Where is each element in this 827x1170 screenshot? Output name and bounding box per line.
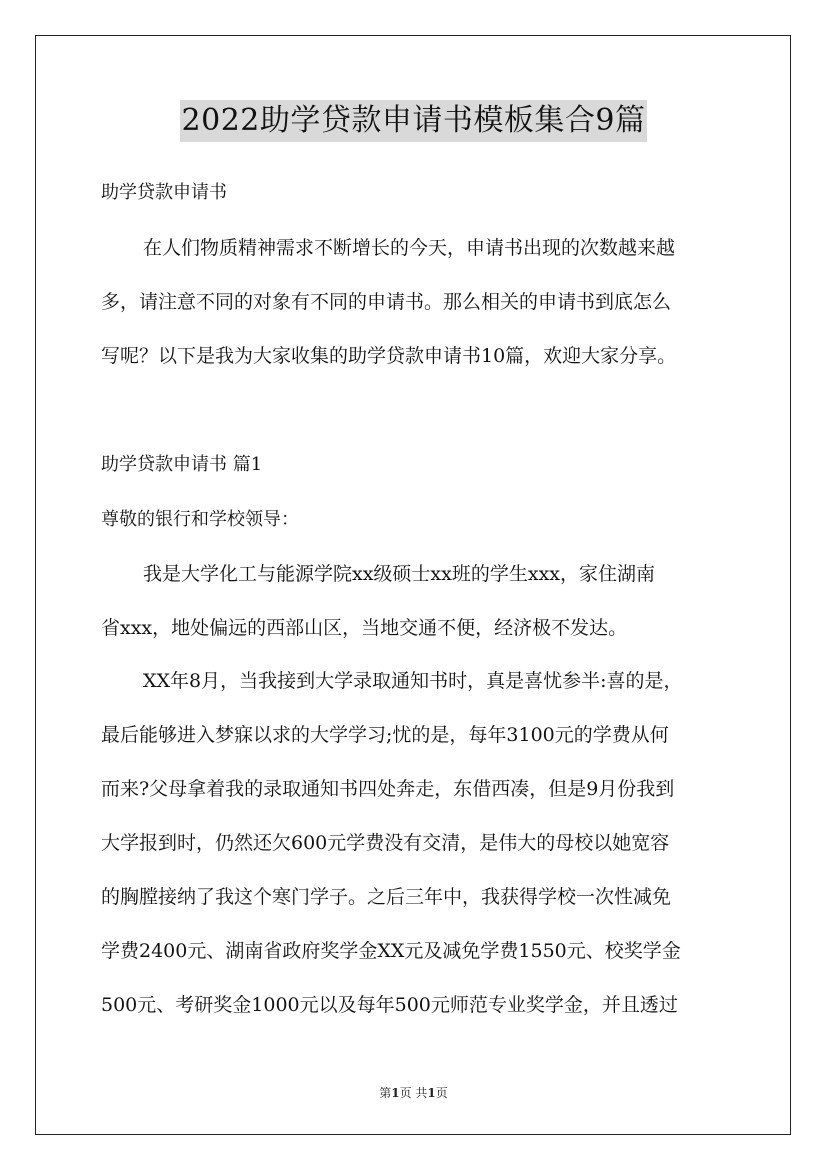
paragraph-line: 而来?父母拿着我的录取通知书四处奔走，东借西凑，但是9月份我到 bbox=[101, 778, 675, 800]
footer-prefix: 第 bbox=[379, 1086, 392, 1100]
paragraph-line: 我是大学化工与能源学院xx级硕士xx班的学生xxx，家住湖南 bbox=[143, 563, 656, 585]
page-footer bbox=[0, 1085, 827, 1101]
paragraph-line: 500元、考研奖金1000元以及每年500元师范专业奖学金，并且透过 bbox=[101, 994, 678, 1016]
paragraph-line: 写呢？以下是我为大家收集的助学贷款申请书10篇，欢迎大家分享。 bbox=[101, 345, 677, 367]
paragraph-line: 省xxx，地处偏远的西部山区，当地交通不便，经济极不发达。 bbox=[101, 617, 628, 639]
paragraph-line: 在人们物质精神需求不断增长的今天，申请书出现的次数越来越 bbox=[143, 237, 676, 259]
document-title: 2022助学贷款申请书模板集合9篇 bbox=[180, 100, 648, 142]
footer-middle: 页 共 bbox=[399, 1086, 428, 1100]
section-heading: 助学贷款申请书 篇1 bbox=[101, 454, 263, 475]
salutation: 尊敬的银行和学校领导： bbox=[101, 509, 299, 530]
paragraph-2 bbox=[101, 668, 741, 1046]
title-container bbox=[0, 100, 827, 142]
paragraph-line: 大学报到时，仍然还欠600元学费没有交清，是伟大的母校以她宽容 bbox=[101, 832, 670, 854]
intro-paragraph bbox=[101, 235, 741, 397]
paragraph-line: XX年8月，当我接到大学录取通知书时，真是喜忧参半:喜的是， bbox=[143, 670, 683, 692]
paragraph-1 bbox=[101, 561, 741, 669]
footer-page-number: 1 bbox=[391, 1086, 400, 1100]
footer-page-total: 1 bbox=[427, 1086, 436, 1100]
paragraph-line: 的胸膛接纳了我这个寒门学子。之后三年中，我获得学校一次性减免 bbox=[101, 886, 672, 908]
intro-heading: 助学贷款申请书 bbox=[101, 182, 227, 203]
paragraph-line: 最后能够进入梦寐以求的大学学习;忧的是，每年3100元的学费从何 bbox=[101, 724, 669, 746]
footer-suffix: 页 bbox=[435, 1086, 448, 1100]
paragraph-line: 多，请注意不同的对象有不同的申请书。那么相关的申请书到底怎么 bbox=[101, 291, 672, 313]
paragraph-line: 学费2400元、湖南省政府奖学金XX元及减免学费1550元、校奖学金 bbox=[101, 940, 681, 962]
